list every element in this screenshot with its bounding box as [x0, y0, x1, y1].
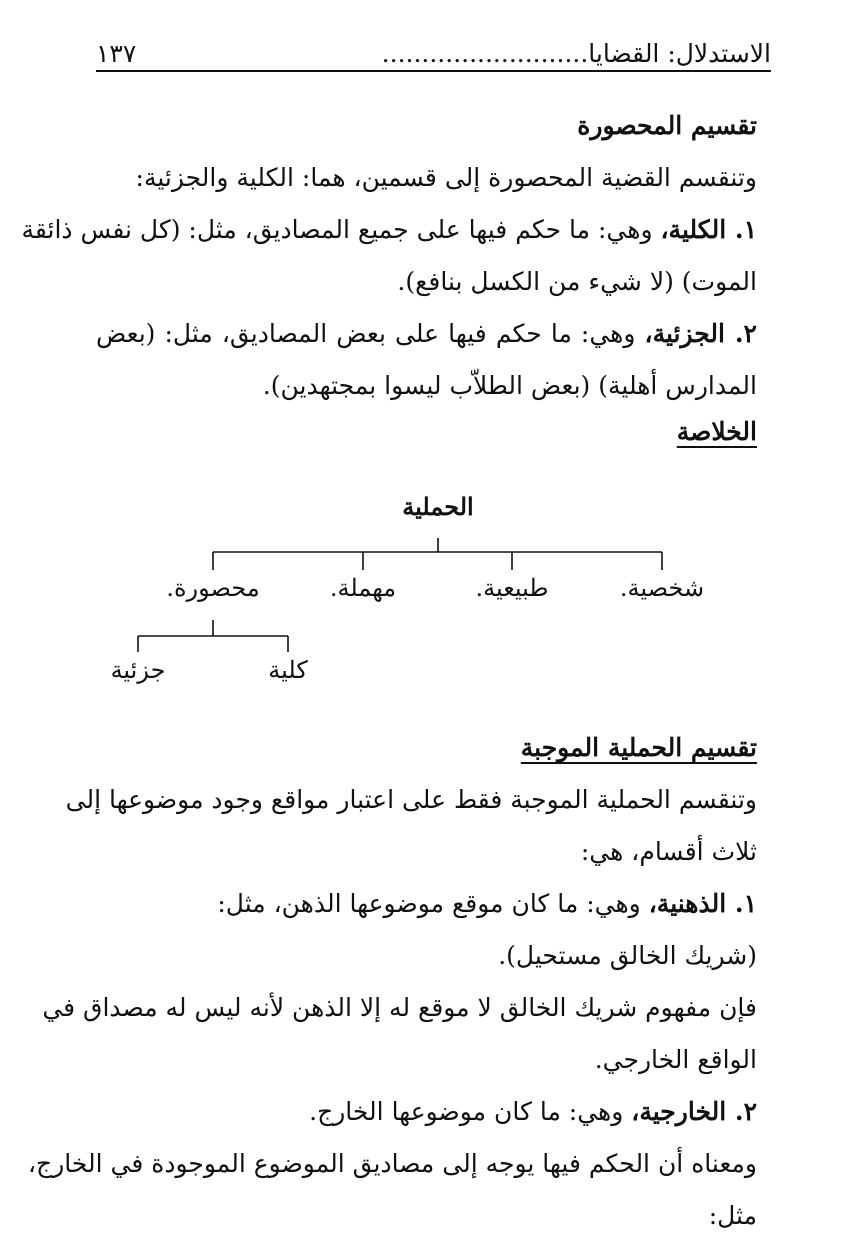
paragraph-line: ومعناه أن الحكم فيها يوجه إلى مصاديق الموضوع الموجودة في الخارج، [27, 1149, 757, 1178]
example-line: (شريك الخالق مستحيل). [498, 941, 757, 970]
section-heading: الخلاصة [676, 417, 757, 446]
list-item-label: ٢. الخارجية، [631, 1097, 757, 1126]
section-heading: تقسيم الحملية الموجبة [520, 733, 757, 762]
tree-node-mahsura: محصورة. [166, 574, 260, 602]
page-number: ١٣٧ [96, 39, 137, 68]
tree-root-hamliya: الحملية [402, 492, 474, 521]
list-item-label: ١. الذهنية، [648, 889, 757, 918]
tree-node-tabiiya: طبيعية. [475, 574, 549, 602]
paragraph-line: فإن مفهوم شريك الخالق لا موقع له إلا الذهن لأنه ليس له مصداق في [42, 993, 757, 1022]
section-heading: تقسيم المحصورة [577, 111, 757, 140]
list-item-line: ٢. الجزئية، وهي: ما حكم فيها على بعض المصاديق، مثل: (بعض [96, 319, 757, 348]
tree-node-shakhsiya: شخصية. [619, 574, 705, 602]
paragraph-line: مثل: [708, 1201, 757, 1230]
list-item-line: ١. الذهنية، وهي: ما كان موقع موضوعها الذهن، مثل: [217, 889, 757, 918]
paragraph-line: الواقع الخارجي. [594, 1045, 757, 1074]
list-item-line: ١. الكلية، وهي: ما حكم فيها على جميع المصاديق، مثل: (كل نفس ذائقة [21, 215, 757, 244]
section-mahsura [21, 100, 757, 412]
header-title: الاستدلال: القضايا.......................... [381, 39, 771, 68]
paragraph-line: ثلاث أقسام، هي: [580, 837, 757, 866]
list-item-label: ٢. الجزئية، [644, 319, 757, 348]
section-hamliya-mujiba [27, 722, 757, 1242]
tree-node-kulliya: كلية [268, 656, 308, 684]
paragraph-line: وتنقسم الحملية الموجبة فقط على اعتبار مواقع وجود موضوعها إلى [65, 785, 757, 814]
list-item-line: الموت) (لا شيء من الكسل بنافع). [397, 267, 757, 296]
paragraph-line: وتنقسم القضية المحصورة إلى قسمين، هما: الكلية والجزئية: [135, 163, 757, 192]
list-item-line: ٢. الخارجية، وهي: ما كان موضوعها الخارج. [309, 1097, 757, 1126]
summary-section [96, 406, 757, 458]
classification-tree [96, 480, 766, 700]
tree-node-muhmala: مهملة. [329, 574, 397, 602]
list-item-line: المدارس أهلية) (بعض الطلاّب ليسوا بمجتهدين). [262, 371, 757, 400]
tree-node-juziya: جزئية [110, 656, 166, 684]
list-item-label: ١. الكلية، [660, 215, 757, 244]
running-header [96, 30, 771, 72]
